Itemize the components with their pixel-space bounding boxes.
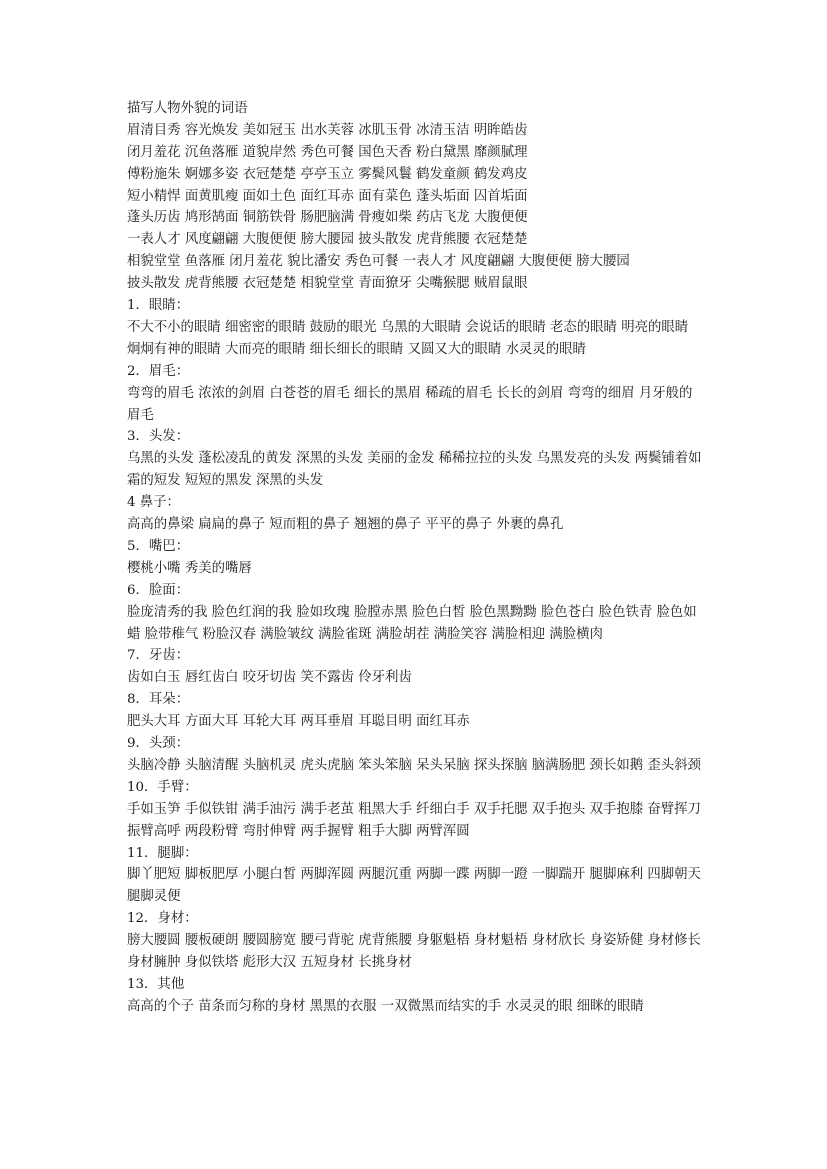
document-title: 描写人物外貌的词语 bbox=[127, 101, 248, 116]
section-heading: 8．耳朵： bbox=[127, 692, 190, 708]
section-text: 手如玉笋 手似铁钳 满手油污 满手老茧 粗黑大手 纤细白手 双手托腮 双手抱头 双手抱膝 奋臂挥刀 振臂高呼 两段粉臂 弯肘伸臂 两手握臂 粗手大脚 两臂浑圆 bbox=[127, 801, 701, 839]
section-heading: 2．眉毛： bbox=[127, 363, 190, 379]
section-heading: 13．其他 bbox=[127, 976, 185, 992]
section-face bbox=[127, 580, 703, 646]
section-nose bbox=[127, 492, 703, 536]
section-ears bbox=[127, 689, 703, 733]
section-other bbox=[127, 974, 703, 1018]
section-text: 肥头大耳 方面大耳 耳轮大耳 两耳垂眉 耳聪目明 面红耳赤 bbox=[127, 714, 470, 730]
intro-line: 闭月羞花 沉鱼落雁 道貌岸然 秀色可餐 国色天香 粉白黛黑 靡颜腻理 bbox=[127, 144, 528, 160]
section-heading: 10．手臂： bbox=[127, 779, 198, 795]
section-hair bbox=[127, 426, 703, 492]
intro-line: 眉清目秀 容光焕发 美如冠玉 出水芙蓉 冰肌玉骨 冰清玉洁 明眸皓齿 bbox=[127, 122, 528, 138]
intro-line: 蓬头历齿 鸠形鹄面 铜筋铁骨 肠肥脑满 骨瘦如柴 药店飞龙 大腹便便 bbox=[127, 210, 528, 226]
section-heading: 1．眼睛： bbox=[127, 298, 190, 314]
intro-line: 短小精悍 面黄肌瘦 面如土色 面红耳赤 面有菜色 蓬头垢面 囚首垢面 bbox=[127, 188, 528, 204]
section-text: 不大不小的眼睛 细密密的眼睛 鼓励的眼光 乌黑的大眼睛 会说话的眼睛 老态的眼睛 明亮的眼睛 炯炯有神的眼睛 大而亮的眼睛 细长细长的眼睛 又圆又大的眼睛 水灵灵的眼睛 bbox=[127, 319, 689, 357]
section-head-neck bbox=[127, 733, 703, 777]
section-text: 膀大腰圆 腰板硬朗 腰圆膀宽 腰弓背驼 虎背熊腰 身躯魁梧 身材魁梧 身材欣长 身姿矫健 身材修长 身材臃肿 身似铁塔 彪形大汉 五短身材 长挑身材 bbox=[127, 933, 701, 971]
section-text: 脸庞清秀的我 脸色红润的我 脸如玫瑰 脸膛赤黑 脸色白皙 脸色黑黝黝 脸色苍白 脸色铁青 脸色如蜡 脸带稚气 粉脸汉春 满脸皱纹 满脸雀斑 满脸胡茬 满脸笑容 满脸相迎 满脸横肉 bbox=[127, 604, 697, 642]
section-build bbox=[127, 908, 703, 974]
intro-line: 傅粉施朱 婀娜多姿 衣冠楚楚 亭亭玉立 雾鬓风鬟 鹤发童颜 鹤发鸡皮 bbox=[127, 166, 528, 182]
section-heading: 9．头颈： bbox=[127, 736, 190, 752]
section-eyes bbox=[127, 295, 703, 361]
section-heading: 7．牙齿： bbox=[127, 648, 190, 664]
section-mouth bbox=[127, 536, 703, 580]
section-heading: 6．脸面： bbox=[127, 582, 190, 598]
intro-line: 披头散发 虎背熊腰 衣冠楚楚 相貌堂堂 青面獠牙 尖嘴猴腮 贼眉鼠眼 bbox=[127, 276, 528, 292]
section-text: 高高的个子 苗条而匀称的身材 黑黑的衣服 一双微黑而结实的手 水灵灵的眼 细眯的眼睛 bbox=[127, 998, 644, 1014]
section-eyebrows bbox=[127, 361, 703, 427]
intro-line: 相貌堂堂 鱼落雁 闭月羞花 貌比潘安 秀色可餐 一表人才 风度翩翩 大腹便便 膀大腰园 bbox=[127, 254, 630, 270]
document-page bbox=[127, 98, 703, 1018]
intro-line: 一表人才 风度翩翩 大腹便便 膀大腰园 披头散发 虎背熊腰 衣冠楚楚 bbox=[127, 232, 528, 248]
section-text: 樱桃小嘴 秀美的嘴唇 bbox=[127, 560, 252, 576]
section-text: 弯弯的眉毛 浓浓的剑眉 白苍苍的眉毛 细长的黑眉 稀疏的眉毛 长长的剑眉 弯弯的细眉 月牙般的眉毛 bbox=[127, 385, 693, 423]
section-heading: 3．头发： bbox=[127, 429, 190, 445]
section-heading: 11．腿脚： bbox=[127, 845, 198, 861]
section-heading: 4 鼻子： bbox=[127, 495, 180, 511]
section-arms bbox=[127, 777, 703, 843]
section-text: 头脑冷静 头脑清醒 头脑机灵 虎头虎脑 笨头笨脑 呆头呆脑 探头探脑 脑满肠肥 颈长如鹅 歪头斜颈 bbox=[127, 757, 701, 773]
section-text: 齿如白玉 唇红齿白 咬牙切齿 笑不露齿 伶牙利齿 bbox=[127, 670, 412, 686]
section-text: 高高的鼻梁 扁扁的鼻子 短而粗的鼻子 翘翘的鼻子 平平的鼻子 外裹的鼻孔 bbox=[127, 517, 564, 533]
section-heading: 12．身材： bbox=[127, 911, 198, 927]
intro-word-list bbox=[127, 120, 703, 295]
section-text: 乌黑的头发 蓬松凌乱的黄发 深黑的头发 美丽的金发 稀稀拉拉的头发 乌黑发亮的头发 两鬓铺着如霜的短发 短短的黑发 深黑的头发 bbox=[127, 451, 702, 489]
section-legs-feet bbox=[127, 843, 703, 909]
section-text: 脚丫肥短 脚板肥厚 小腿白皙 两脚浑圆 两腿沉重 两脚一蹀 两脚一蹬 一脚踹开 腿脚麻利 四脚朝天 腿脚灵便 bbox=[127, 867, 701, 905]
section-heading: 5．嘴巴： bbox=[127, 538, 190, 554]
section-teeth bbox=[127, 645, 703, 689]
